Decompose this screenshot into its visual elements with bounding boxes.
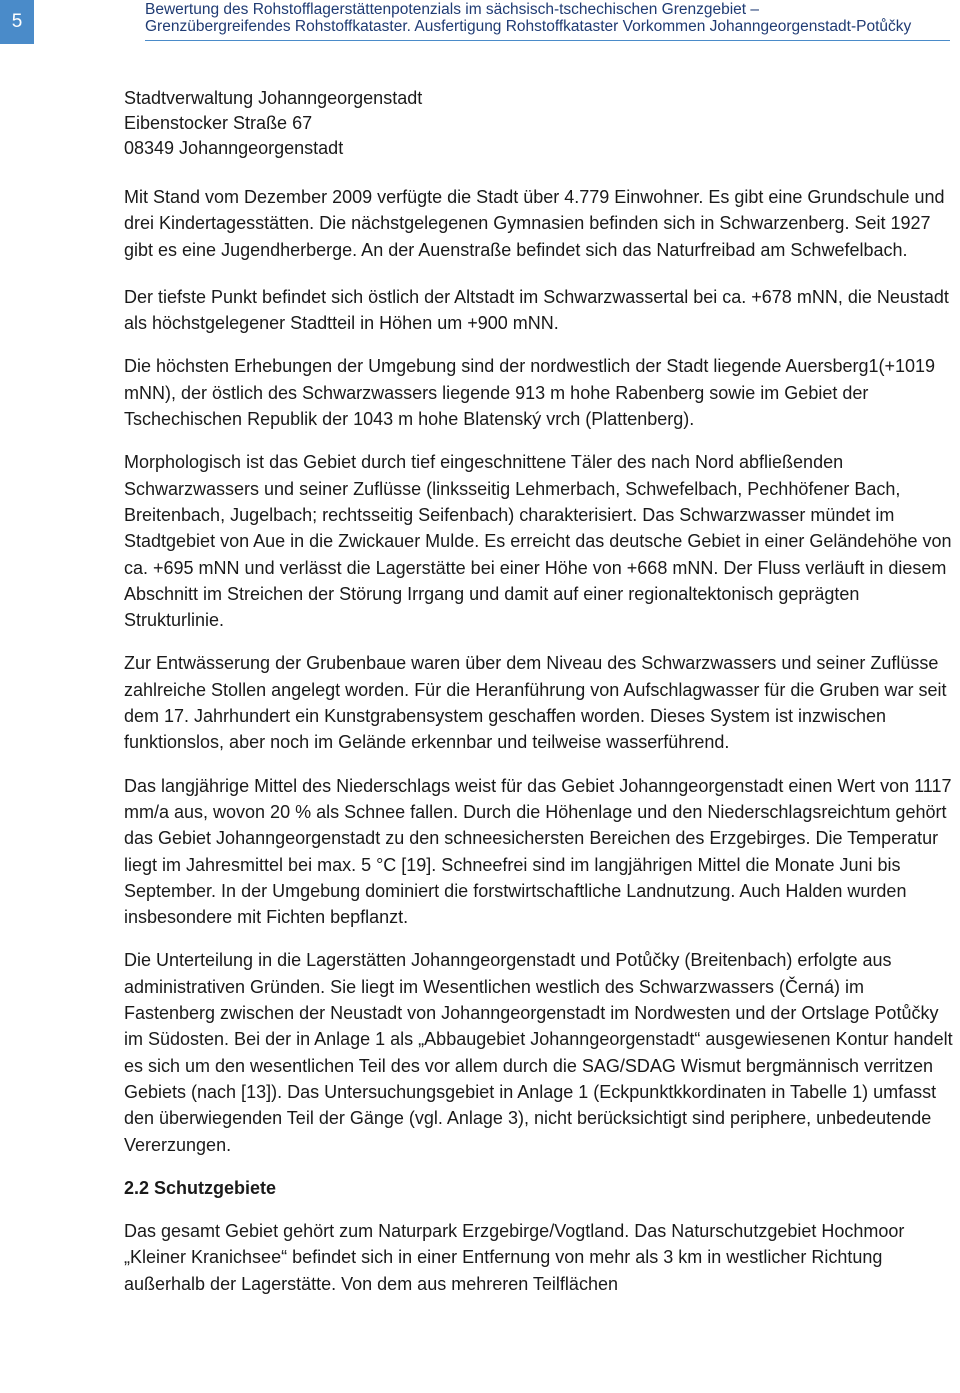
address-line-3: 08349 Johanngeorgenstadt	[124, 138, 344, 158]
document-body	[124, 86, 954, 1297]
paragraph-2: Der tiefste Punkt befindet sich östlich der Altstadt im Schwarzwassertal bei ca. +678 mNN, die Neustadt als höchstgelegener Stadtteil in Höhen um +900 mNN.	[124, 286, 949, 334]
header-line-2: Grenzübergreifendes Rohstoffkataster. Ausfertigung Rohstoffkataster Vorkommen Johanngeorgenstadt-Potůčky	[145, 18, 912, 35]
section-heading: 2.2 Schutzgebiete	[124, 1177, 277, 1198]
address-block	[124, 86, 954, 161]
paragraph-5: Zur Entwässerung der Grubenbaue waren über dem Niveau des Schwarzwassers und seiner Zuflüsse zahlreiche Stollen angelegt worden. Für die Heranführung von Aufschlagwasser für die Gruben war seit dem 17. Jahrhundert ein Kunstgrabensystem geschaffen worden. Dieses System ist inzwischen funktionslos, aber noch im Gelände erkennbar und teilweise wasserführend.	[124, 653, 947, 753]
running-header	[145, 0, 955, 35]
paragraph-7: Die Unterteilung in die Lagerstätten Johanngeorgenstadt und Potůčky (Breitenbach) erfolgte aus administrativen Gründen. Sie liegt im Wesentlichen westlich des Schwarzwassers (Černá) im Fastenberg zwischen der Neustadt von Johanngeorgenstadt im Nordwesten und der Ortslage Potůčky im Südosten. Bei der in Anlage 1 als „Abbaugebiet Johanngeorgenstadt“ ausgewiesenen Kontur handelt es sich um den wesentlichen Teil des vor allem durch die SAG/SDAG Wismut bergmännisch verritzen Gebiets (nach [13]). Das Untersuchungsgebiet in Anlage 1 (Eckpunktkkordinaten in Tabelle 1) umfasst den überwiegenden Teil der Gänge (vgl. Anlage 3), nicht berücksichtigt sind periphere, unbedeutende Vererzungen.	[124, 950, 953, 1155]
paragraph-6: Das langjährige Mittel des Niederschlags weist für das Gebiet Johanngeorgenstadt einen Wert von 1117 mm/a aus, wovon 20 % als Schnee fallen. Durch die Höhenlage und den Niederschlagsreichtum gehört das Gebiet Johanngeorgenstadt zu den schneesichersten Bereichen des Erzgebirges. Die Temperatur liegt im Jahresmittel bei max. 5 °C [19]. Schneefrei sind im langjährigen Mittel die Monate Juni bis September. In der Umgebung dominiert die forstwirtschaftliche Landnutzung. Auch Halden wurden insbesondere mit Fichten bepflanzt.	[124, 775, 952, 928]
paragraph-8: Das gesamt Gebiet gehört zum Naturpark Erzgebirge/Vogtland. Das Naturschutzgebiet Hochmoor „Kleiner Kranichsee“ befindet sich in einer Entfernung von mehr als 3 km in westlicher Richtung außerhalb der Lagerstätte. Von dem aus mehreren Teilflächen	[124, 1221, 905, 1294]
address-line-1: Stadtverwaltung Johanngeorgenstadt	[124, 88, 423, 108]
page-number: 5	[0, 0, 34, 44]
address-line-2: Eibenstocker Straße 67	[124, 113, 313, 133]
paragraph-3: Die höchsten Erhebungen der Umgebung sind der nordwestlich der Stadt liegende Auersberg1(+1019 mNN), der östlich des Schwarzwassers liegende 913 m hohe Rabenberg sowie im Gebiet der Tschechischen Republik der 1043 m hohe Blatenský vrch (Plattenberg).	[124, 356, 936, 430]
header-line-1: Bewertung des Rohstofflagerstättenpotenzials im sächsisch-tschechischen Grenzgebiet –	[145, 1, 760, 18]
paragraph-4: Morphologisch ist das Gebiet durch tief eingeschnittene Täler des nach Nord abfließenden Schwarzwassers und seiner Zuflüsse (linksseitig Lehmerbach, Schwefelbach, Pechhöfener Bach, Breitenbach, Jugelbach; rechtsseitig Seifenbach) charakterisiert. Das Schwarzwasser mündet im Stadtgebiet von Aue in die Zwickauer Mulde. Es erreicht das deutsche Gebiet in einer Geländehöhe von ca. +695 mNN und verlässt die Lagerstätte bei einer Höhe von +668 mNN. Der Fluss verläuft in diesem Abschnitt im Streichen der Störung Irrgang und damit auf einer regionaltektonisch geprägten Strukturlinie.	[124, 452, 952, 631]
paragraph-1: Mit Stand vom Dezember 2009 verfügte die Stadt über 4.779 Einwohner. Es gibt eine Grundschule und drei Kindertagesstätten. Die nächstgelegenen Gymnasien befinden sich in Schwarzenberg. Seit 1927 gibt es eine Jugendherberge. An der Auenstraße befindet sich das Naturfreibad am Schwefelbach.	[124, 187, 945, 260]
header-divider	[145, 40, 950, 41]
